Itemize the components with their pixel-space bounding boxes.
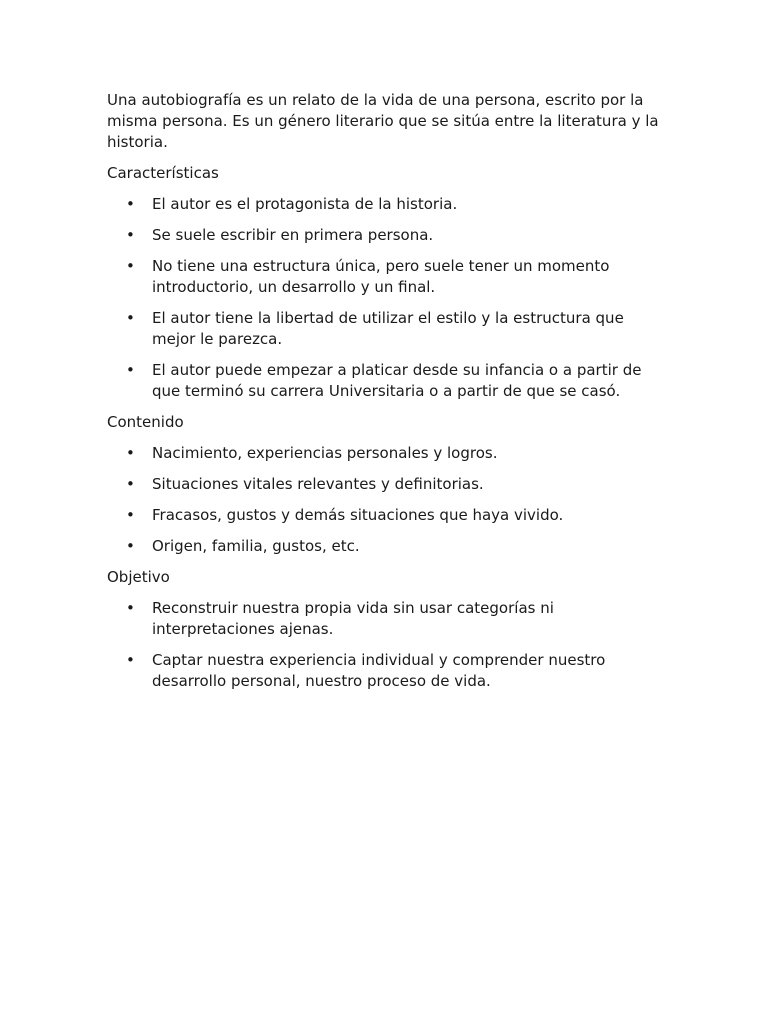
bullet-icon: • [126,537,135,555]
list-item [107,650,657,692]
list-item [107,360,657,402]
document-page [107,90,687,692]
bullet-list [107,194,687,402]
list-item-text: Captar nuestra experiencia individual y comprender nuestro desarrollo personal, nuestro proceso de vida. [152,651,606,690]
list-item-text: El autor es el protagonista de la historia. [152,195,458,213]
list-item [107,505,657,526]
bullet-list [107,443,687,557]
bullet-icon: • [126,599,135,617]
list-item-text: Nacimiento, experiencias personales y logros. [152,444,498,462]
bullet-icon: • [126,506,135,524]
intro-paragraph: Una autobiografía es un relato de la vida de una persona, escrito por la misma persona. Es un género literario que se sitúa entre la literatura y la historia. [107,91,659,151]
section-caracteristicas [107,163,687,402]
list-item [107,443,657,464]
bullet-icon: • [126,226,135,244]
list-item [107,474,657,495]
list-item-text: El autor puede empezar a platicar desde su infancia o a partir de que terminó su carrera Universitaria o a partir de que se casó. [152,361,642,400]
list-item-text: No tiene una estructura única, pero suele tener un momento introductorio, un desarrollo y un final. [152,257,610,296]
bullet-icon: • [126,361,135,379]
bullet-icon: • [126,309,135,327]
section-heading: Objetivo [107,568,170,586]
bullet-icon: • [126,651,135,669]
section-contenido [107,412,687,557]
list-item [107,256,657,298]
list-item [107,536,657,557]
list-item [107,194,657,215]
list-item [107,225,657,246]
list-item [107,308,657,350]
bullet-list [107,598,687,692]
bullet-icon: • [126,444,135,462]
list-item-text: Se suele escribir en primera persona. [152,226,434,244]
list-item-text: El autor tiene la libertad de utilizar el estilo y la estructura que mejor le parezca. [152,309,624,348]
list-item-text: Origen, familia, gustos, etc. [152,537,360,555]
bullet-icon: • [126,195,135,213]
list-item-text: Reconstruir nuestra propia vida sin usar categorías ni interpretaciones ajenas. [152,599,554,638]
list-item [107,598,657,640]
section-objetivo [107,567,687,692]
section-heading: Características [107,164,219,182]
list-item-text: Fracasos, gustos y demás situaciones que haya vivido. [152,506,564,524]
list-item-text: Situaciones vitales relevantes y definitorias. [152,475,484,493]
bullet-icon: • [126,257,135,275]
section-heading: Contenido [107,413,184,431]
bullet-icon: • [126,475,135,493]
